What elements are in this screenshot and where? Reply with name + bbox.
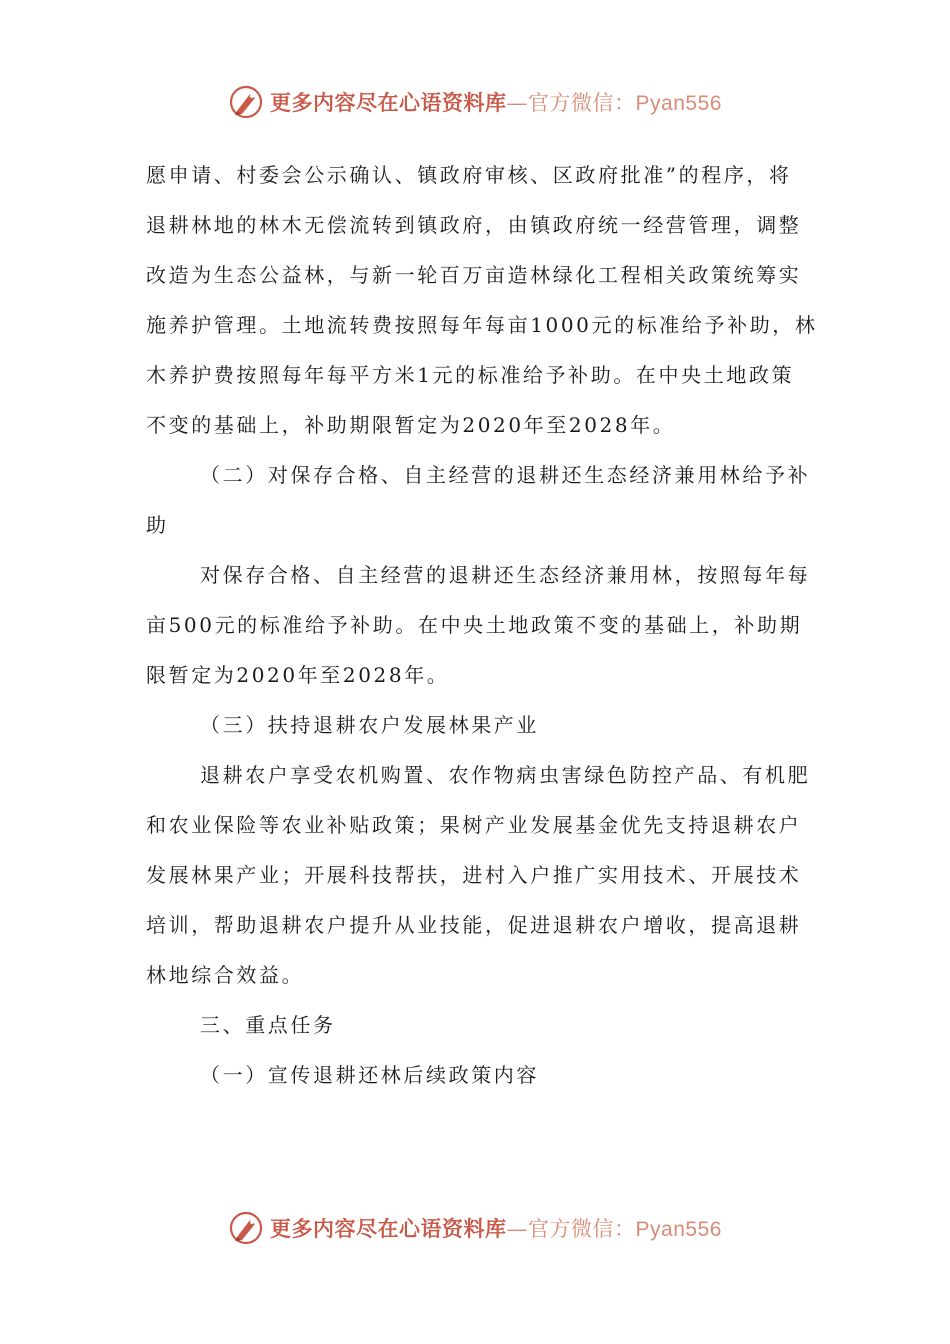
watermark-text — [270, 87, 722, 117]
text-line: 亩500元的标准给予补助。在中央土地政策不变的基础上，补助期 — [146, 613, 803, 637]
text-line: 施养护管理。土地流转费按照每年每亩1000元的标准给予补助，林 — [146, 313, 818, 337]
watermark-text — [270, 1213, 722, 1243]
text-line: 退耕农户享受农机购置、农作物病虫害绿色防控产品、有机肥 — [200, 763, 811, 787]
paragraph-three — [146, 750, 811, 1000]
watermark-id: Pyan556 — [635, 92, 722, 115]
text-line: 和农业保险等农业补贴政策；果树产业发展基金优先支持退耕农户 — [146, 813, 802, 837]
watermark-dash: — — [506, 1217, 529, 1241]
text-line: 限暂定为2020年至2028年。 — [146, 663, 450, 687]
pen-nib-icon — [228, 84, 264, 120]
text-line: （三）扶持退耕农户发展林果产业 — [200, 713, 539, 737]
text-line: 培训，帮助退耕农户提升从业技能，促进退耕农户增收，提高退耕 — [146, 913, 802, 937]
text-line: 发展林果产业；开展科技帮扶，进村入户推广实用技术、开展技术 — [146, 863, 802, 887]
watermark-id: Pyan556 — [635, 1218, 722, 1241]
text-line: （一）宣传退耕还林后续政策内容 — [200, 1063, 539, 1087]
text-line: （二）对保存合格、自主经营的退耕还生态经济兼用林给予补 — [200, 463, 811, 487]
text-line: 愿申请、村委会公示确认、镇政府审核、区政府批准”的程序，将 — [146, 163, 792, 187]
header-watermark — [0, 84, 950, 120]
watermark-dash: — — [506, 91, 529, 115]
text-line: 改造为生态公益林，与新一轮百万亩造林绿化工程相关政策统筹实 — [146, 263, 802, 287]
paragraph-two — [146, 550, 811, 700]
text-line: 木养护费按照每年每平方米1元的标准给予补助。在中央土地政策 — [146, 363, 795, 387]
watermark-brand: 更多内容尽在心语资料库 — [270, 90, 507, 115]
watermark-label: 官方微信： — [528, 91, 636, 115]
text-line: 林地综合效益。 — [146, 963, 305, 987]
text-line: 不变的基础上，补助期限暂定为2020年至2028年。 — [146, 413, 676, 437]
text-line: 对保存合格、自主经营的退耕还生态经济兼用林，按照每年每 — [200, 563, 811, 587]
document-body — [146, 150, 818, 1100]
section-heading — [146, 1000, 806, 1050]
text-line: 三、重点任务 — [200, 1013, 336, 1037]
watermark-label: 官方微信： — [528, 1217, 636, 1241]
subheading-one — [146, 1050, 806, 1100]
subheading-three — [146, 700, 806, 750]
watermark-brand: 更多内容尽在心语资料库 — [270, 1216, 507, 1241]
footer-watermark — [0, 1210, 950, 1246]
text-line: 退耕林地的林木无偿流转到镇政府，由镇政府统一经营管理，调整 — [146, 213, 802, 237]
pen-nib-icon — [228, 1210, 264, 1246]
text-line: 助 — [146, 513, 169, 537]
subheading-two — [146, 450, 811, 550]
paragraph-continuation — [146, 150, 818, 450]
